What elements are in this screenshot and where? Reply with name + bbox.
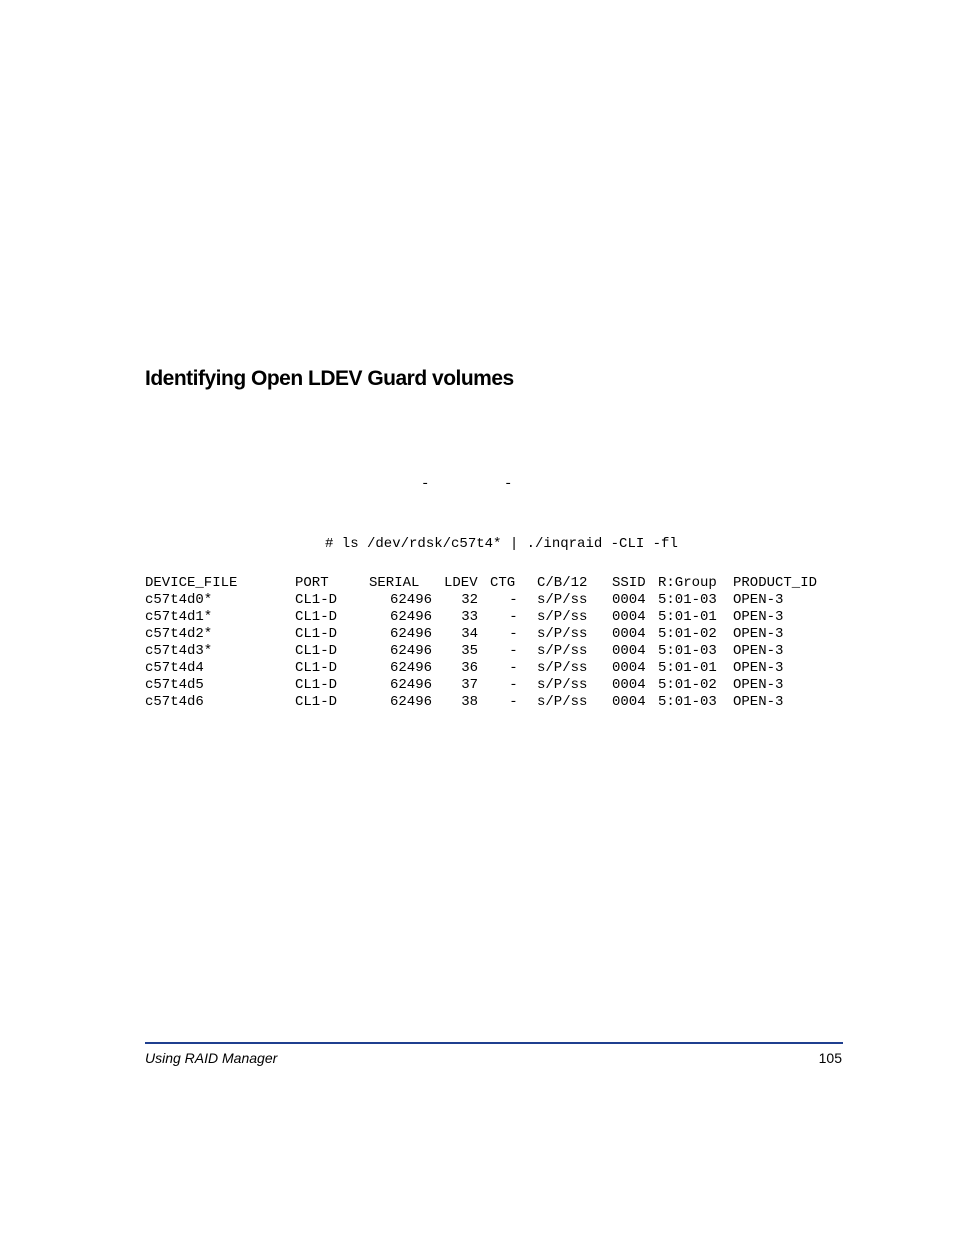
cell-ssid: 0004 [612, 677, 646, 693]
table-row [145, 660, 833, 677]
cell-rgroup: 5:01-03 [658, 643, 717, 659]
table-row [145, 626, 833, 643]
cell-rgroup: 5:01-03 [658, 694, 717, 710]
inqraid-output-table [145, 575, 833, 711]
cell-ctg: - [509, 694, 518, 710]
column-header-cb12: C/B/12 [537, 575, 588, 591]
cell-product-id: OPEN-3 [733, 677, 784, 693]
cell-rgroup: 5:01-02 [658, 626, 717, 642]
cell-ldev: 37 [461, 677, 478, 693]
cell-serial: 62496 [389, 592, 432, 608]
cell-cb12: s/P/ss [537, 677, 588, 693]
page-title: Identifying Open LDEV Guard volumes [145, 367, 514, 390]
cell-cb12: s/P/ss [537, 626, 588, 642]
cell-device-file: c57t4d1* [145, 609, 213, 625]
column-header-port: PORT [295, 575, 329, 591]
cell-port: CL1-D [295, 694, 338, 710]
cell-cb12: s/P/ss [537, 592, 588, 608]
cell-cb12: s/P/ss [537, 609, 588, 625]
cell-ssid: 0004 [612, 592, 646, 608]
cell-product-id: OPEN-3 [733, 626, 784, 642]
cell-serial: 62496 [389, 643, 432, 659]
cell-ctg: - [509, 677, 518, 693]
command-line: # ls /dev/rdsk/c57t4* | ./inqraid -CLI -fl [325, 536, 678, 552]
column-header-ctg: CTG [490, 575, 516, 591]
column-header-device-file: DEVICE_FILE [145, 575, 238, 591]
column-header-ssid: SSID [612, 575, 646, 591]
cell-product-id: OPEN-3 [733, 592, 784, 608]
cell-port: CL1-D [295, 592, 338, 608]
cell-ctg: - [509, 626, 518, 642]
column-header-product-id: PRODUCT_ID [733, 575, 818, 591]
cell-device-file: c57t4d3* [145, 643, 213, 659]
cell-device-file: c57t4d2* [145, 626, 213, 642]
table-row [145, 643, 833, 660]
column-header-ldev: LDEV [444, 575, 478, 591]
cell-serial: 62496 [389, 626, 432, 642]
cell-port: CL1-D [295, 643, 338, 659]
cell-port: CL1-D [295, 677, 338, 693]
cell-ssid: 0004 [612, 694, 646, 710]
cell-rgroup: 5:01-02 [658, 677, 717, 693]
table-row [145, 677, 833, 694]
cell-device-file: c57t4d5 [145, 677, 204, 693]
cell-ldev: 35 [461, 643, 478, 659]
cell-product-id: OPEN-3 [733, 643, 784, 659]
cell-rgroup: 5:01-01 [658, 660, 717, 676]
cell-ldev: 32 [461, 592, 478, 608]
cell-device-file: c57t4d6 [145, 694, 204, 710]
table-row [145, 694, 833, 711]
column-header-serial: SERIAL [369, 575, 420, 591]
cell-ldev: 34 [461, 626, 478, 642]
cell-device-file: c57t4d4 [145, 660, 204, 676]
cell-serial: 62496 [389, 660, 432, 676]
cell-ssid: 0004 [612, 626, 646, 642]
cell-port: CL1-D [295, 609, 338, 625]
cell-serial: 62496 [389, 694, 432, 710]
cell-ldev: 38 [461, 694, 478, 710]
stray-dash: - [421, 476, 430, 492]
cell-ssid: 0004 [612, 660, 646, 676]
cell-rgroup: 5:01-01 [658, 609, 717, 625]
cell-serial: 62496 [389, 609, 432, 625]
page-number: 105 [818, 1050, 842, 1066]
footer-divider [145, 1042, 843, 1044]
cell-ctg: - [509, 660, 518, 676]
cell-cb12: s/P/ss [537, 643, 588, 659]
table-row [145, 609, 833, 626]
cell-ssid: 0004 [612, 643, 646, 659]
cell-ctg: - [509, 643, 518, 659]
cell-device-file: c57t4d0* [145, 592, 213, 608]
cell-product-id: OPEN-3 [733, 694, 784, 710]
footer-section-title: Using RAID Manager [145, 1050, 278, 1066]
cell-product-id: OPEN-3 [733, 609, 784, 625]
cell-serial: 62496 [389, 677, 432, 693]
cell-ssid: 0004 [612, 609, 646, 625]
table-header-row [145, 575, 833, 592]
cell-ldev: 33 [461, 609, 478, 625]
stray-dash: - [504, 476, 513, 492]
cell-port: CL1-D [295, 660, 338, 676]
cell-rgroup: 5:01-03 [658, 592, 717, 608]
cell-cb12: s/P/ss [537, 694, 588, 710]
cell-ctg: - [509, 609, 518, 625]
column-header-rgroup: R:Group [658, 575, 717, 591]
cell-ldev: 36 [461, 660, 478, 676]
cell-cb12: s/P/ss [537, 660, 588, 676]
cell-product-id: OPEN-3 [733, 660, 784, 676]
cell-ctg: - [509, 592, 518, 608]
table-row [145, 592, 833, 609]
cell-port: CL1-D [295, 626, 338, 642]
